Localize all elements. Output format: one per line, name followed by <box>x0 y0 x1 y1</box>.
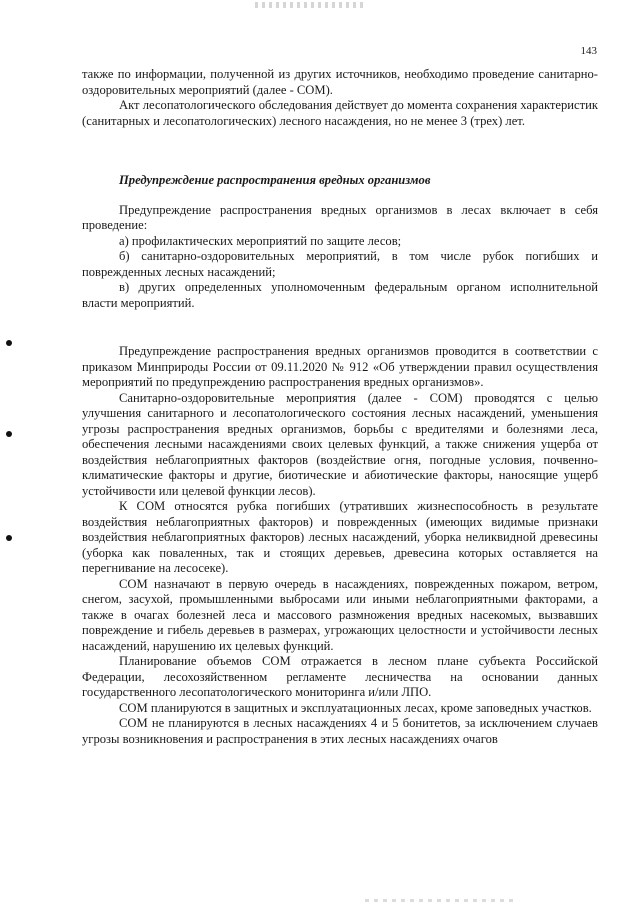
document-body <box>82 67 598 747</box>
paragraph: К СОМ относятся рубка погибших (утративших жизнеспособность в результате воздействия неблагоприятных факторов) и поврежденных (имеющих видимые признаки воздействия неблагоприятных факторов) лесных насаждений, уборка неликвидной древесины (уборка как поваленных, так и стоящих деревьев, древесина которых оставляется на перегнивание на лесосеке). <box>82 499 598 575</box>
paragraph: Планирование объемов СОМ отражается в лесном плане субъекта Российской Федерации, лесохозяйственном регламенте лесничества на основании данных государственного лесопатологического мониторинга и/или ЛПО. <box>82 654 598 699</box>
paragraph: СОМ не планируются в лесных насаждениях 4 и 5 бонитетов, за исключением случаев угрозы возникновения и распространения в этих лесных насаждениях очагов <box>82 716 598 746</box>
paragraph: СОМ планируются в защитных и эксплуатационных лесах, кроме заповедных участков. <box>119 700 592 715</box>
scan-artifact-top <box>255 2 365 8</box>
list-item-a: а) профилактических мероприятий по защите лесов; <box>119 233 402 248</box>
punch-hole-mark <box>6 340 12 346</box>
punch-hole-mark <box>6 431 12 437</box>
paragraph: Предупреждение распространения вредных организмов проводится в соответствии с приказом Минприроды России от 09.11.2020 № 912 «Об утверждении правил осуществления мероприятий по предупреждению распространения вредных организмов». <box>82 344 598 389</box>
scan-artifact-bottom <box>365 899 515 902</box>
section-heading: Предупреждение распространения вредных организмов <box>119 173 431 187</box>
paragraph: СОМ назначают в первую очередь в насаждениях, поврежденных пожаром, ветром, снегом, засухой, промышленными выбросами или иными неблагоприятными факторами, а также в очагах болезней леса и массового размножения вредных насекомых, вызвавших повреждение и гибель деревьев в размерах, угрожающих целостности и устойчивости лесных насаждений, нарушению их целевых функций. <box>82 576 598 653</box>
paragraph: Санитарно-оздоровительные мероприятия (далее - СОМ) проводятся с целью улучшения санитарного и лесопатологического состояния лесных насаждений, уменьшения угрозы распространения вредных организмов, борьбы с вредителями и болезнями леса, обеспечения лесными насаждениями своих целевых функций, а также снижения ущерба от воздействия неблагоприятных факторов (воздействие огня, погодные условия, почвенно-климатические факторы и другие, биотические и абиотические факторы, наносящие ущерб устойчивости или целевой функции лесов). <box>82 390 598 498</box>
list-item-b: б) санитарно-оздоровительных мероприятий, в том числе рубок погибших и поврежденных лесных насаждений; <box>82 249 598 279</box>
list-lead: Предупреждение распространения вредных организмов в лесах включает в себя проведение: <box>82 202 598 232</box>
paragraph: также по информации, полученной из других источников, необходимо проведение санитарно-оздоровительных мероприятий (далее - СОМ). <box>82 67 598 97</box>
punch-hole-mark <box>6 535 12 541</box>
list-item-c: в) других определенных уполномоченным федеральным органом исполнительной власти мероприятий. <box>82 280 598 310</box>
paragraph: Акт лесопатологического обследования действует до момента сохранения характеристик (санитарных и лесопатологических) лесного насаждения, но не менее 3 (трех) лет. <box>82 98 598 128</box>
page-number: 143 <box>580 45 597 57</box>
